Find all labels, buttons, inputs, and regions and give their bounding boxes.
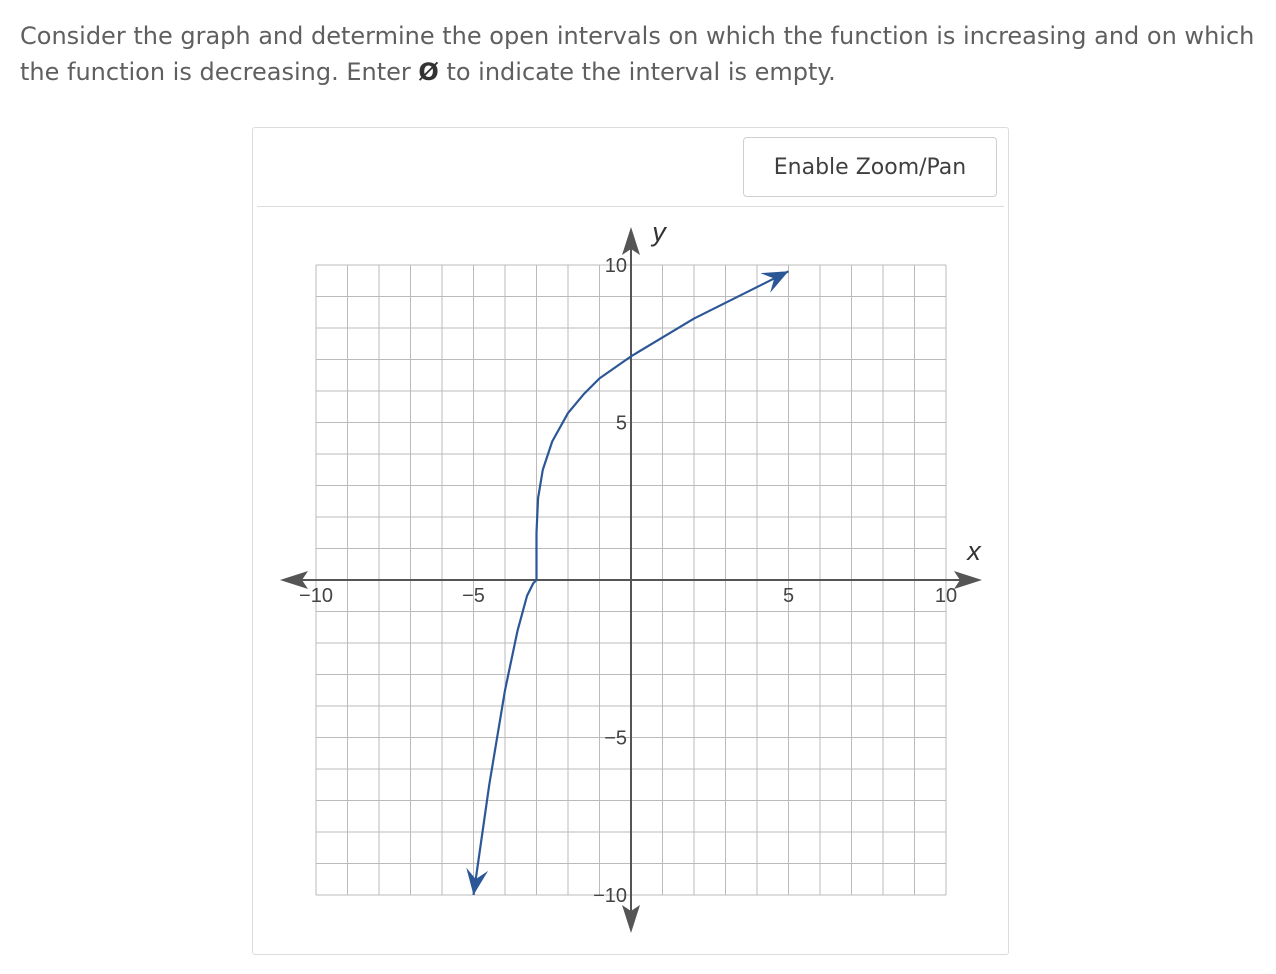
x-axis-label: x bbox=[967, 536, 981, 566]
question-part1: Consider the graph and determine the open intervals on which the function is increasing and on which the function is decreasing. Enter bbox=[20, 22, 1255, 86]
curve-arrow-end bbox=[760, 271, 788, 292]
y-tick-label: −10 bbox=[593, 885, 627, 907]
y-tick-label: −5 bbox=[604, 727, 627, 750]
x-tick-label: 5 bbox=[782, 585, 795, 607]
question-part2: to indicate the interval is empty. bbox=[438, 58, 836, 86]
x-tick-label: 10 bbox=[934, 585, 958, 607]
x-tick-label: −10 bbox=[299, 585, 333, 607]
y-axis-label: y bbox=[652, 217, 666, 247]
enable-zoom-pan-button[interactable]: Enable Zoom/Pan bbox=[743, 137, 997, 197]
question-text bbox=[20, 18, 1256, 90]
y-tick-label: 10 bbox=[604, 255, 627, 277]
empty-set-symbol: Ø bbox=[418, 58, 439, 86]
graph-panel bbox=[252, 127, 1009, 955]
y-tick-label: 5 bbox=[615, 412, 627, 435]
function-graph[interactable] bbox=[253, 128, 1010, 954]
x-tick-label: −5 bbox=[462, 585, 485, 607]
